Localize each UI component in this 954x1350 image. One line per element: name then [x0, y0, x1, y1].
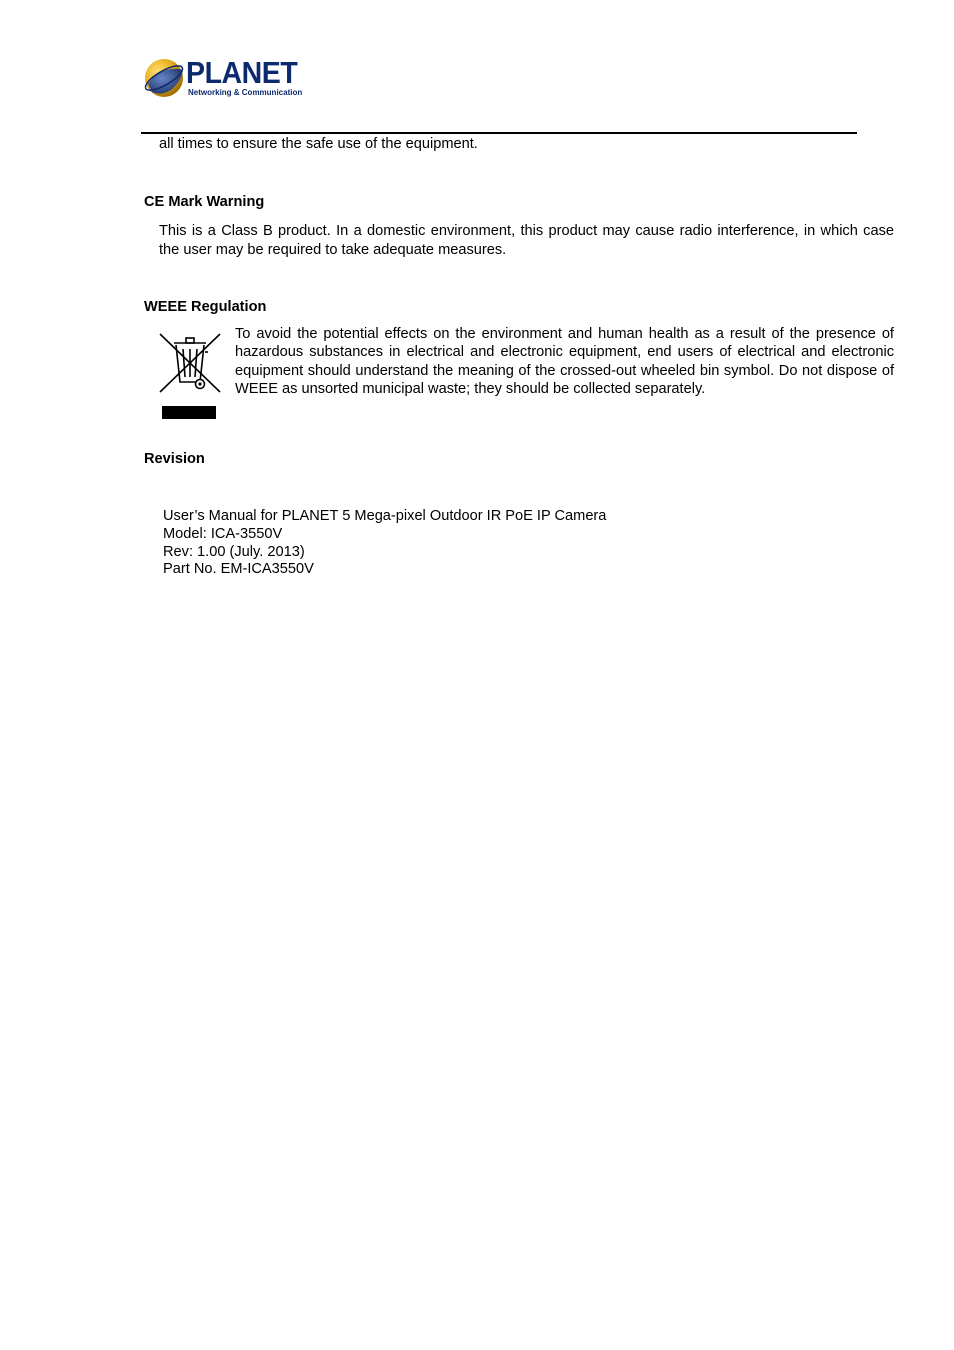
- crossed-out-wheelie-bin-icon: [158, 332, 222, 422]
- planet-logo: [142, 56, 302, 100]
- ce-mark-heading: CE Mark Warning: [144, 194, 265, 210]
- ce-mark-body: This is a Class B product. In a domestic environment, this product may cause radio interference, in which case the user may be required to take adequate measures.: [159, 223, 894, 258]
- revision-heading: Revision: [144, 451, 205, 467]
- brand-name: PLANET: [186, 55, 298, 90]
- revision-model: Model: ICA-3550V: [163, 525, 283, 542]
- continuation-text: all times to ensure the safe use of the equipment.: [159, 136, 478, 152]
- revision-rev: Rev: 1.00 (July. 2013): [163, 543, 305, 560]
- planet-globe-icon: [142, 56, 186, 100]
- revision-manual-title: User’s Manual for PLANET 5 Mega-pixel Outdoor IR PoE IP Camera: [163, 508, 607, 524]
- revision-part-no: Part No. EM-ICA3550V: [163, 561, 314, 578]
- revision-info: [163, 508, 606, 579]
- weee-heading: WEEE Regulation: [144, 299, 267, 315]
- brand-tagline: Networking & Communication: [188, 88, 303, 97]
- weee-body: To avoid the potential effects on the environment and human health as a result of the presence of hazardous substances in electrical and electronic equipment, end users of electrical and electronic equipment should understand the meaning of the crossed-out wheeled bin symbol. Do not dispose of WEEE as unsorted municipal waste; they should be collected separately.: [235, 326, 894, 397]
- header-divider: [141, 132, 857, 134]
